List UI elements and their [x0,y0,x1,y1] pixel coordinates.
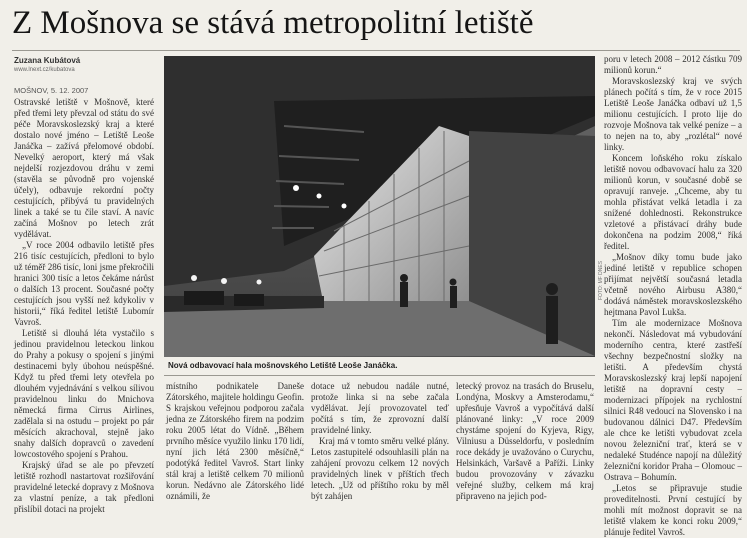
column-5 [604,54,742,538]
dateline: MOŠNOV, 5. 12. 2007 [14,86,89,95]
photo-caption: Nová odbavovací hala mošnovského Letiště Leoše Janáčka. [168,361,398,370]
column-1 [14,97,154,515]
paragraph: Koncem loňského roku získalo letiště novou odbavovací halu za 320 milionů korun, v současné době se opravují ranveje. „Chceme, aby tu mohla přistávat velká letadla i za snížené dohlednosti. Rekonstrukce vzletové a přistávací dráhy bude dokončena na podzim 2008,“ říká ředitel. [604,153,742,251]
caption-rule [164,375,595,376]
paragraph: letecký provoz na trasách do Bruselu, Londýna, Moskvy a Amsterodamu,“ upřesňuje Vavroš a vypočítává další plánované linky: „V roce 2009 chystáme spojení do Kyjeva, Rigy, Vilniusu a Düsseldorfu, v posledním roce dekády je uvažováno o Curychu, Helsinkách, Varšavě a Paříži. Linky budou provozovány v závazku veřejné služby, celkem má kraj připraveno na jejich pod- [456,381,594,501]
paragraph: poru v letech 2008 – 2012 částku 709 milionů korun.“ [604,54,742,75]
column-4 [456,381,594,502]
paragraph: Moravskoslezský kraj ve svých plánech počítá s tím, že v roce 2015 Letiště Leoše Janáčka odbaví už 1,5 milionu cestujících. I proto lije do rozvoje Mošnova tak velké peníze – a to nejen na to, aby „rozlétal“ nové linky. [604,76,742,152]
author-byline: Zuzana Kubátová [14,56,81,65]
column-2 [166,381,304,502]
headline-rule [12,50,740,51]
paragraph: Krajský úřad se ale po převzetí letiště rozhodl nastartovat rozšiřování pravidelné letecké dopravy z Mošnova za vlastní peníze, a tak předloni přislíbil dotaci na projekt [14,460,154,514]
paragraph: „Mošnov díky tomu bude jako jediné letiště v republice schopen přijímat největší současná letadla včetně nového Airbusu A380,“ dodává náměstek moravskoslezského hejtmana Pavol Lukša. [604,252,742,317]
photo-credit: FOTO: MF DNES [598,260,604,300]
paragraph: Ostravské letiště v Mošnově, které před třemi lety převzal od státu do své péče Moravskoslezský kraj a které dostalo nové jméno – Letiště Leoše Janáčka – zažívá přelomové období. Nevelký aeroport, který má však nejdelší rozjezdovou dráhu v zemi (stavěla se původně pro vojenské účely), odbavuje rekordní počty cestujících, přibývá tu pravidelných linek a také se tu čile staví. A navíc začíná Mošnov po letech zrát vydělávat. [14,97,154,239]
airport-terminal-photo [164,56,595,357]
article-headline: Z Mošnova se stává metropolitní letiště [12,5,534,41]
paragraph: „V roce 2004 odbavilo letiště přes 216 tisíc cestujících, předloni to bylo už téměř 286 tisíc, loni jsme překročili hranici 300 tisíc a letos čekáme nárůst o dalších 13 procent. Současné počty cestujících jsou vyšší než kdykoliv v historii,“ říká ředitel letiště Lubomír Vavroš. [14,240,154,327]
paragraph: dotace už nebudou nadále nutné, protože linka si na sebe začala vydělávat. Její provozovatel teď počítá s tím, že zprovozní další pravidelné linky. [311,381,449,435]
paragraph: Kraj má v tomto směru velké plány. Letos zastupitelé odsouhlasili plán na zahájení provozu celkem 12 nových pravidelných linek v příštích třech letech. „Už od příštího roku by měl být zahájen [311,436,449,501]
column-3 [311,381,449,502]
author-website: www.lnext.cz/kubatova [14,67,75,73]
paragraph: místního podnikatele Daneše Zátorského, majitele holdingu Geofin. S krajskou veřejnou podporou začala jedna ze Zátorského firem na podzim roku 2005 létat do Vídně. „Během prvního měsíce využilo linku 170 lidí, nyní jich létá 2300 měsíčně,“ podotýká ředitel Vavroš. Start linky stál kraj a letiště celkem 70 milionů korun. Nedávno ale Zátorského lidé oznámili, že [166,381,304,501]
paragraph: Tím ale modernizace Mošnova nekončí. Následovat má vybudování moderního centra, které zastřeší všechny bezpečnostní složky na letišti. A především chystá Moravskoslezský kraj lepší napojení letiště na dopravní cesty – modernizaci přípojek na rychlostní silnici R48 vedoucí na Slovensko i na budovanou dálnici D47. Především ale chce ke letišti vybudovat zcela novou železniční trať, která se v nedaleké Studénce napojí na důležitý železniční koridor Praha – Olomouc – Ostrava – Bohumín. [604,318,742,482]
paragraph: „Letos se připravuje studie proveditelnosti. První cestující by mohli mít možnost dopravit se na letiště vlakem ke konci roku 2009,“ plánuje ředitel Vavroš. [604,483,742,537]
paragraph: Letiště si dlouhá léta vystačilo s jedinou pravidelnou leteckou linkou do Prahy a pokusy o spojení s jinými destinacemi byly úbohou neúspěšné. Když tu před třemi lety otevřela po dlouhém vyjednávání s velkou sílivou pravidelnou linku do Mnichova německá firma Cirrus Airlines, zadělala si na ostudu – projekt po pár měsících akrachoval, stejně jako snahy dalších dopravců o zavedení lowcostového spojení s Prahou. [14,328,154,459]
